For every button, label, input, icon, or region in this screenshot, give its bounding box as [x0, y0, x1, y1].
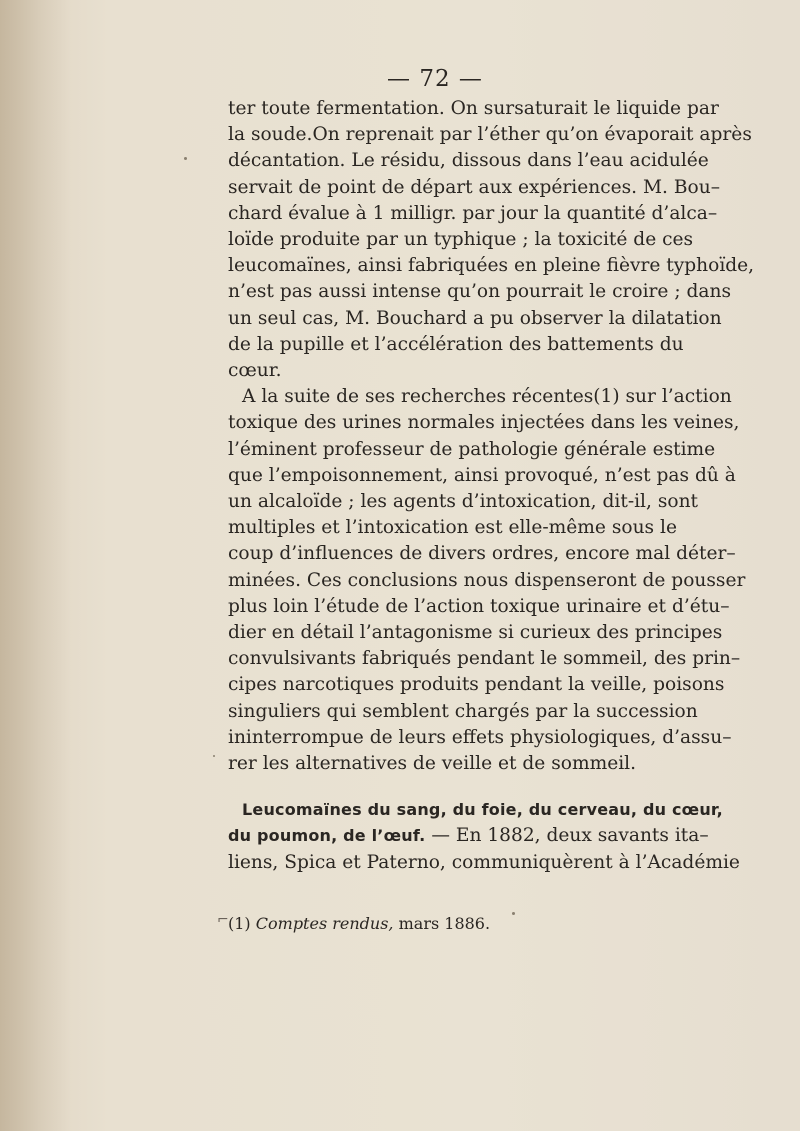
section-gap [228, 777, 671, 797]
text-line: convulsivants fabriqués pendant le sommeil, des prin– [228, 648, 741, 670]
paragraph-2 [228, 384, 746, 777]
footnote-title: Comptes rendus, [255, 914, 394, 933]
section-leucomaines [228, 797, 740, 876]
text-line: la soude.On reprenait par l’éther qu’on évaporait après [228, 124, 752, 146]
text-line: cipes narcotiques produits pendant la veille, poisons [228, 674, 725, 696]
footnote [217, 912, 491, 933]
text-line: singuliers qui semblent chargés par la succession [228, 700, 698, 722]
page-number: — 72 — [387, 66, 483, 92]
text-line: ininterrompue de leurs effets physiologiques, d’assu– [228, 726, 732, 748]
paper-speck [512, 912, 515, 915]
paper-speck [184, 157, 187, 160]
text-line: plus loin l’étude de l’action toxique urinaire et d’étu– [228, 595, 730, 617]
text-line: coup d’influences de divers ordres, encore mal déter– [228, 543, 736, 565]
text-line: chard évalue à 1 milligr. par jour la quantité d’alca– [228, 202, 718, 224]
text-line: que l’empoisonnement, ainsi provoqué, n’est pas dû à [228, 464, 736, 486]
text-line: un alcaloïde ; les agents d’intoxication, dit-il, sont [228, 491, 699, 513]
section-heading-end: du poumon, de l’œuf. [228, 826, 426, 846]
text-line: A la suite de ses recherches récentes(1) sur l’action [242, 386, 732, 408]
text-line: leucomaïnes, ainsi fabriquées en pleine fièvre typhoïde, [228, 255, 755, 277]
text-line: l’éminent professeur de pathologie générale estime [228, 438, 716, 460]
text-line: servait de point de départ aux expériences. M. Bou– [228, 176, 720, 198]
text-line: n’est pas aussi intense qu’on pourrait le croire ; dans [228, 281, 732, 303]
bracket-mark-icon: ⌐ [217, 912, 229, 928]
body-text [228, 96, 755, 876]
text-line: loïde produite par un typhique ; la toxicité de ces [228, 229, 694, 251]
paragraph-1 [228, 96, 755, 384]
text-line: décantation. Le résidu, dissous dans l’eau acidulée [228, 150, 709, 172]
text-line: un seul cas, M. Bouchard a pu observer la dilatation [228, 307, 722, 329]
section-text-start: — En 1882, deux savants ita– [425, 825, 709, 847]
text-line: cœur. [228, 360, 282, 382]
text-line: liens, Spica et Paterno, communiquèrent à l’Académie [228, 851, 740, 873]
text-line: ter toute fermentation. On sursaturait le liquide par [228, 98, 719, 119]
section-heading-continued [228, 823, 709, 849]
text-line: minées. Ces conclusions nous dispenseront de pousser [228, 569, 746, 591]
section-heading: Leucomaïnes du sang, du foie, du cerveau, du cœur, [242, 800, 723, 820]
footnote-date: mars 1886. [393, 914, 491, 933]
paper-speck [213, 755, 215, 757]
page-edge-shadow [0, 0, 70, 1131]
text-line: toxique des urines normales injectées dans les veines, [228, 412, 740, 434]
text-line: multiples et l’intoxication est elle-même sous le [228, 517, 677, 539]
text-line: de la pupille et l’accélération des battements du [228, 333, 684, 355]
text-line: rer les alternatives de veille et de sommeil. [228, 753, 637, 775]
footnote-number: (1) [228, 914, 251, 933]
text-line: dier en détail l’antagonisme si curieux des principes [228, 622, 723, 644]
